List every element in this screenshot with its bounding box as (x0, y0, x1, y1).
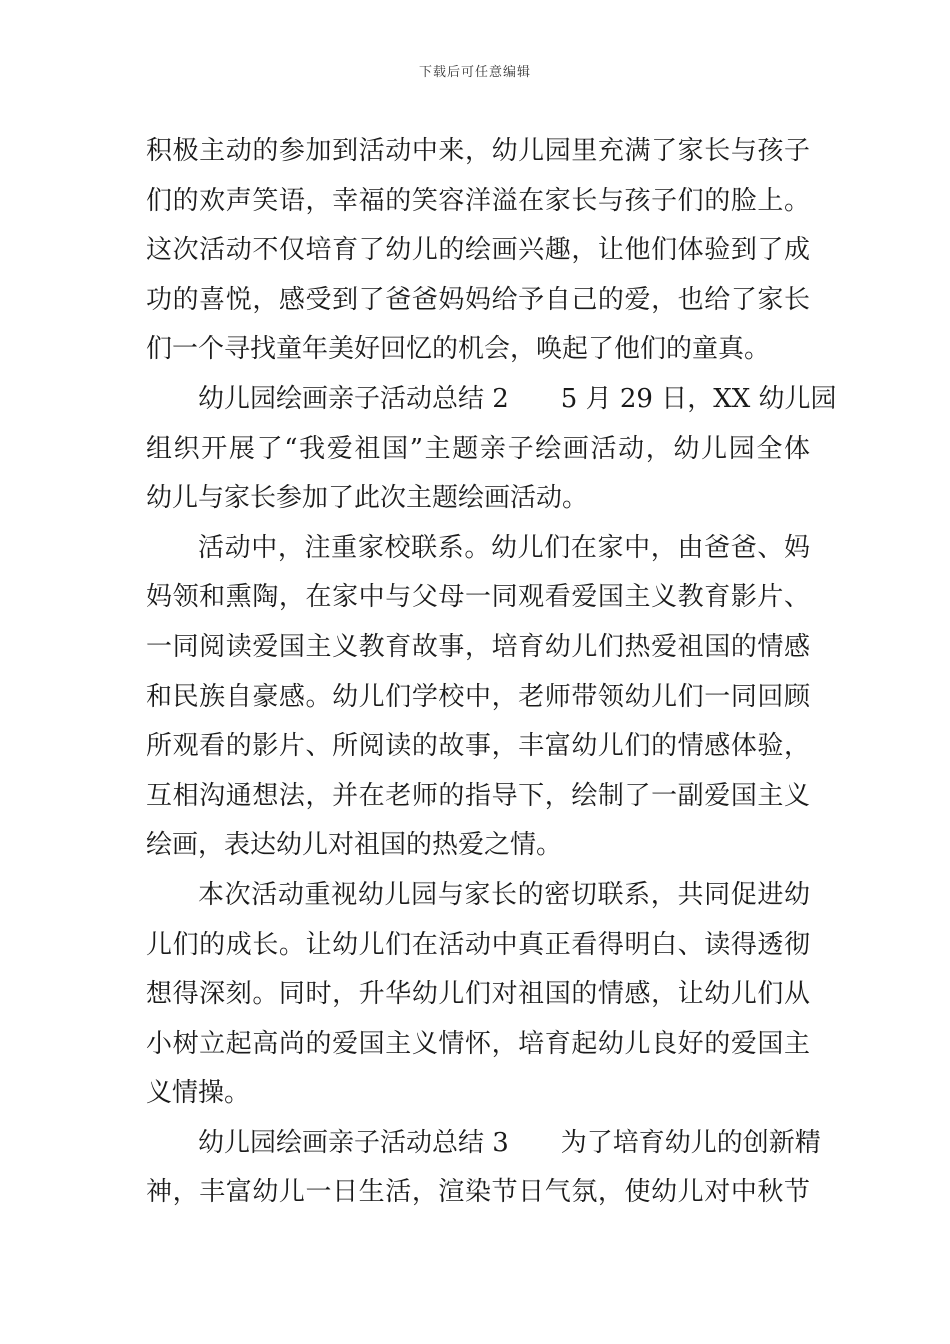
text-line: 们的欢声笑语，幸福的笑容洋溢在家长与孩子们的脸上。 (146, 185, 810, 216)
text-line: 们一个寻找童年美好回忆的机会，唤起了他们的童真。 (146, 334, 771, 365)
text-line: 这次活动不仅培育了幼儿的绘画兴趣，让他们体验到了成 (146, 235, 810, 266)
text-line: 妈领和熏陶，在家中与父母一同观看爱国主义教育影片、 (146, 582, 810, 613)
text-line: 儿们的成长。让幼儿们在活动中真正看得明白、读得透彻 (146, 929, 810, 960)
text-line: 一同阅读爱国主义教育故事，培育幼儿们热爱祖国的情感 (146, 631, 810, 662)
text-line: 互相沟通想法，并在老师的指导下，绘制了一副爱国主义 (146, 780, 810, 811)
text-line: 绘画，表达幼儿对祖国的热爱之情。 (146, 830, 563, 861)
text-line: 幼儿园绘画亲子活动总结 2 5 月 29 日，XX 幼儿园 (198, 383, 837, 414)
text-line: 功的喜悦，感受到了爸爸妈妈给予自己的爱，也给了家长 (146, 284, 810, 315)
text-line: 活动中，注重家校联系。幼儿们在家中，由爸爸、妈 (198, 532, 810, 563)
text-line: 神，丰富幼儿一日生活，渲染节日气氛，使幼儿对中秋节 (146, 1177, 810, 1208)
text-line: 本次活动重视幼儿园与家长的密切联系，共同促进幼 (198, 879, 810, 910)
text-line: 所观看的影片、所阅读的故事，丰富幼儿们的情感体验， (146, 731, 810, 762)
text-line: 组织开展了“我爱祖国”主题亲子绘画活动，幼儿园全体 (146, 433, 810, 464)
text-line: 想得深刻。同时，升华幼儿们对祖国的情感，让幼儿们从 (146, 979, 810, 1010)
text-line: 和民族自豪感。幼儿们学校中，老师带领幼儿们一同回顾 (146, 681, 810, 712)
text-line: 幼儿与家长参加了此次主题绘画活动。 (146, 483, 589, 514)
page-header: 下载后可任意编辑 (418, 65, 531, 80)
text-line: 积极主动的参加到活动中来，幼儿园里充满了家长与孩子 (146, 136, 810, 166)
text-line: 小树立起高尚的爱国主义情怀，培育起幼儿良好的爱国主 (146, 1028, 810, 1059)
text-line: 幼儿园绘画亲子活动总结 3 为了培育幼儿的创新精 (198, 1127, 821, 1158)
text-line: 义情操。 (146, 1078, 251, 1109)
document-body (146, 127, 837, 1218)
